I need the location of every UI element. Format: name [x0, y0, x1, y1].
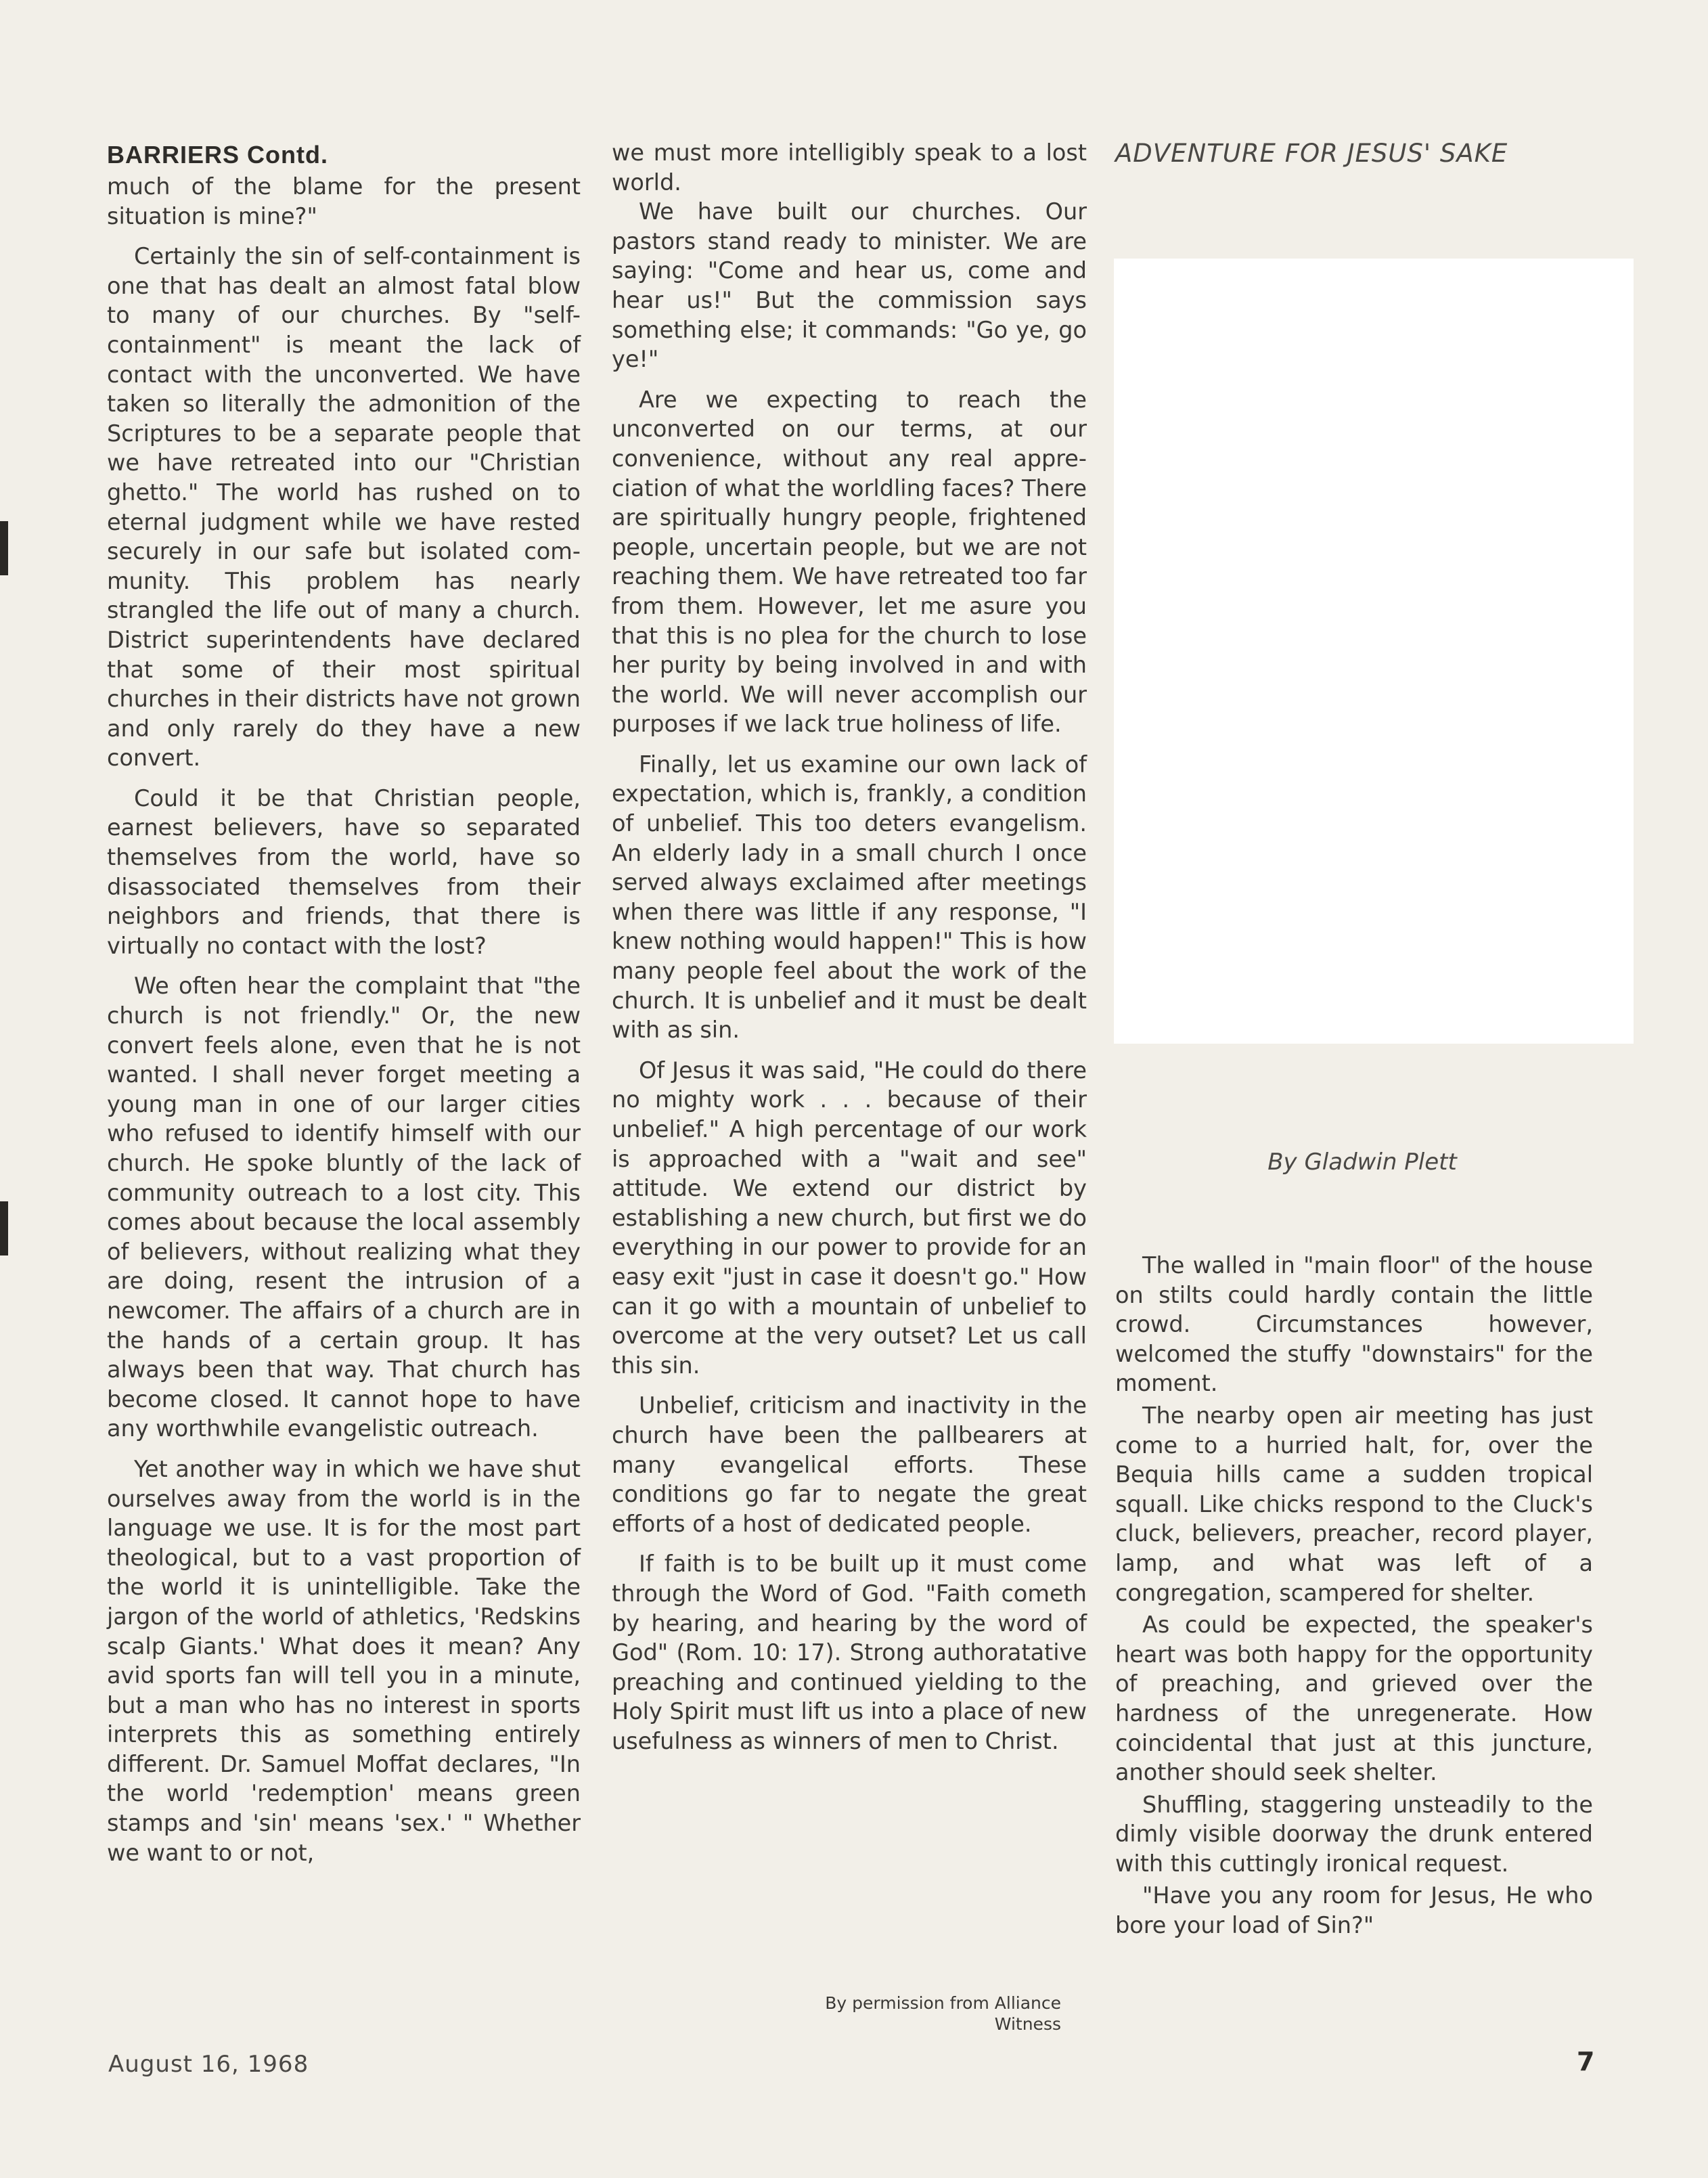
paragraph: Unbelief, criticism and inactivity in the church have been the pallbearers at many evangelical efforts. These conditions go far to negate the great efforts of a host of dedicated people.	[612, 1392, 1087, 1537]
byline: By Gladwin Plett	[1267, 1149, 1457, 1176]
paragraph: much of the blame for the present situation is mine?"	[107, 173, 581, 229]
paragraph: Shuffling, staggering unsteadily to the dimly visible doorway the drunk entered with this cuttingly ironical request.	[1115, 1791, 1593, 1877]
right-column-header	[1115, 138, 1593, 169]
paragraph: The nearby open air meeting has just come to a hurried halt, for, over the Bequia hills came a sudden tropical squall. Like chicks respond to the Cluck's cluck, believers, preacher, record player, lamp, and what was left of a congregation, scampered for shelter.	[1115, 1402, 1593, 1606]
paragraph: Could it be that Christian people, earnest believers, have so separated themselves from the world, have so disassociated themselves from their neighbors and friends, that there is virtually no contact with the lost?	[107, 784, 581, 959]
paragraph: Finally, let us examine our own lack of expectation, which is, frankly, a condition of unbelief. This too deters evangelism. An elderly lady in a small church I once served always exclaimed after meetings when there was little if any response, "I knew nothing would happen!" This is how many people feel about the work of the church. It is unbelief and it must be dealt with as sin.	[612, 751, 1087, 1044]
photo-placeholder	[1114, 259, 1634, 1044]
paragraph: Certainly the sin of self-containment is one that has dealt an almost fatal blow to many of our churches. By "self-containment" is meant the lack of contact with the unconverted. We have taken so literally the admonition of the Scriptures to be a separate people that we have retreated into our "Christian ghetto." The world has rushed on to eternal judgment while we have rested securely in our safe but isolated community. This problem has nearly strangled the life out of many a church. District superintendents have declared that some of their most spiritual churches in their districts have not grown and only rarely do they have a new convert.	[107, 243, 581, 772]
permission-credit	[763, 1993, 1061, 2035]
left-column	[107, 139, 581, 1867]
paragraph: We often hear the complaint that "the church is not friendly." Or, the new convert feels alone, even that he is not wanted. I shall never forget meeting a young man in one of our larger cities who refused to identify himself with our church. He spoke bluntly of the lack of community outreach to a lost city. This comes about because the local assembly of believers, without realizing what they are doing, resent the intrusion of a newcomer. The affairs of a church are in the hands of a certain group. It has always been that way. That church has become closed. It cannot hope to have any worthwhile evangelistic outreach.	[107, 973, 581, 1442]
paragraph: we must more intelligibly speak to a lost world.	[612, 139, 1087, 196]
issue-date: August 16, 1968	[108, 2051, 309, 2078]
continued-heading: BARRIERS Contd.	[107, 141, 328, 169]
binder-mark	[0, 521, 8, 575]
right-column-body	[1115, 1251, 1593, 1943]
middle-column	[612, 138, 1087, 1756]
page-number: 7	[1577, 2047, 1595, 2076]
paragraph: As could be expected, the speaker's heart was both happy for the opportunity of preaching, and grieved over the hardness of the unregenerate. How coincidental that just at this juncture, another should seek shelter.	[1115, 1612, 1593, 1786]
permission-line: By permission from Alliance	[825, 1993, 1061, 2013]
article-title: ADVENTURE FOR JESUS' SAKE	[1115, 139, 1508, 168]
permission-line: Witness	[994, 2014, 1061, 2034]
paragraph: Of Jesus it was said, "He could do there no mighty work . . . because of their unbelief." A high percentage of our work is approached with a "wait and see" attitude. We extend our district by establishing a new church, but first we do everything in our power to provide for an easy exit "just in case it doesn't go." How can it go with a mountain of unbelief to overcome at the very outset? Let us call this sin.	[612, 1057, 1087, 1379]
paragraph: If faith is to be built up it must come through the Word of God. "Faith cometh by hearing, and hearing by the word of God" (Rom. 10: 17). Strong authoratative preaching and continued yielding to the Holy Spirit must lift us into a place of new usefulness as winners of men to Christ.	[612, 1551, 1087, 1754]
paragraph: We have built our churches. Our pastors stand ready to minister. We are saying: "Come and hear us, come and hear us!" But the commission says something else; it commands: "Go ye, go ye!"	[612, 198, 1087, 373]
paragraph: Yet another way in which we have shut ourselves away from the world is in the language we use. It is for the most part theological, but to a vast proportion of the world it is unintelligible. Take the jargon of the world of athletics, 'Redskins scalp Giants.' What does it mean? Any avid sports fan will tell you in a minute, but a man who has no interest in sports interprets this as something entirely different. Dr. Samuel Moffat declares, "In the world 'redemption' means green stamps and 'sin' means 'sex.' " Whether we want to or not,	[107, 1455, 581, 1866]
binder-mark	[0, 1201, 8, 1255]
paragraph: Are we expecting to reach the unconverted on our terms, at our convenience, without any real appreciation of what the worldling faces? There are spiritually hungry people, frightened people, uncertain people, but we are not reaching them. We have retreated too far from them. However, let me asure you that this is no plea for the church to lose her purity by being involved in and with the world. We will never accomplish our purposes if we lack true holiness of life.	[612, 386, 1087, 738]
paragraph: The walled in "main floor" of the house on stilts could hardly contain the little crowd. Circumstances however, welcomed the stuffy "downstairs" for the moment.	[1115, 1252, 1593, 1397]
paragraph: "Have you any room for Jesus, He who bore your load of Sin?"	[1115, 1882, 1593, 1939]
